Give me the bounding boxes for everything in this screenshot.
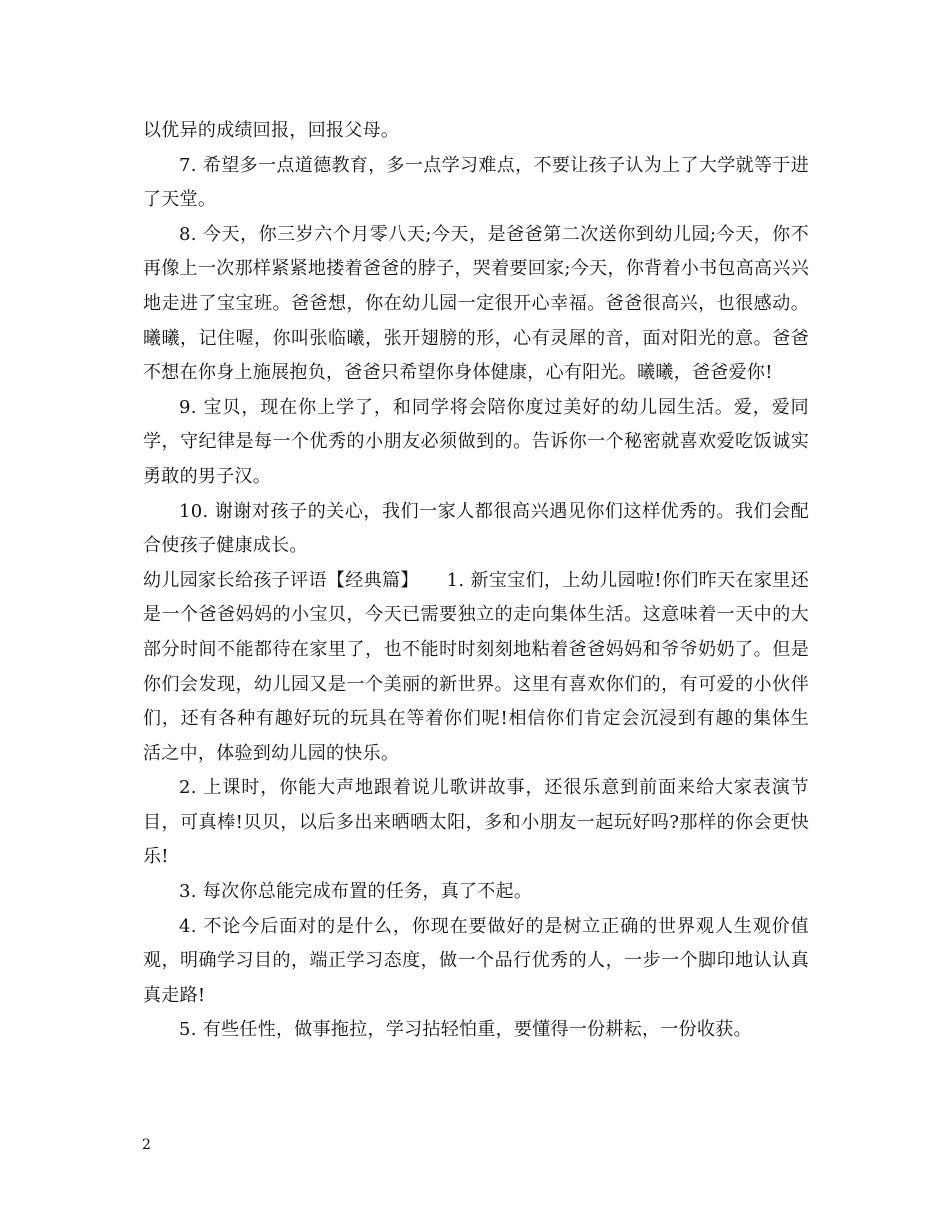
paragraph: 4. 不论今后面对的是什么，你现在要做好的是树立正确的世界观人生观价值观，明确学习目的，端正学习态度，做一个品行优秀的人，一步一个脚印地认认真真走路! (143, 915, 809, 1006)
paragraph: 2. 上课时，你能大声地跟着说儿歌讲故事，还很乐意到前面来给大家表演节目，可真棒!贝贝，以后多出来晒晒太阳，多和小朋友一起玩好吗?那样的你会更快乐! (143, 777, 809, 868)
paragraph: 5. 有些任性，做事拖拉，学习拈轻怕重，要懂得一份耕耘，一份收获。 (179, 1019, 752, 1041)
page-number: 2 (142, 1137, 151, 1153)
paragraph: 3. 每次你总能完成布置的任务，真了不起。 (179, 881, 533, 903)
section-paragraph: 幼儿园家长给孩子评语【经典篇】 1. 新宝宝们，上幼儿园啦!你们昨天在家里还是一个爸爸妈妈的小宝贝，今天已需要独立的走向集体生活。这意味着一天中的大部分时间不能都待在家里了，也不能时时刻刻地粘着爸爸妈妈和爷爷奶奶了。但是你们会发现，幼儿园又是一个美丽的新世界。这里有喜欢你们的，有可爱的小伙伴们，还有各种有趣好玩的玩具在等着你们呢!相信你们肯定会沉浸到有趣的集体生活之中，体验到幼儿园的快乐。 (143, 569, 809, 764)
paragraph: 8. 今天，你三岁六个月零八天;今天，是爸爸第二次送你到幼儿园;今天，你不再像上一次那样紧紧地搂着爸爸的脖子，哭着要回家;今天，你背着小书包高高兴兴地走进了宝宝班。爸爸想，你在幼儿园一定很开心幸福。爸爸很高兴，也很感动。曦曦，记住喔，你叫张临曦，张开翅膀的形，心有灵犀的音，面对阳光的意。爸爸不想在你身上施展抱负，爸爸只希望你身体健康，心有阳光。曦曦，爸爸爱你! (143, 223, 809, 384)
paragraph: 7. 希望多一点道德教育，多一点学习难点，不要让孩子认为上了大学就等于进了天堂。 (143, 154, 809, 211)
paragraph: 以优异的成绩回报，回报父母。 (143, 120, 400, 141)
document-body (143, 114, 809, 1048)
paragraph: 9. 宝贝，现在你上学了，和同学将会陪你度过美好的幼儿园生活。爱，爱同学，守纪律是每一个优秀的小朋友必须做到的。告诉你一个秘密就喜欢爱吃饭诚实勇敢的男子汉。 (143, 396, 809, 487)
paragraph: 10. 谢谢对孩子的关心，我们一家人都很高兴遇见你们这样优秀的。我们会配合使孩子健康成长。 (143, 500, 809, 557)
